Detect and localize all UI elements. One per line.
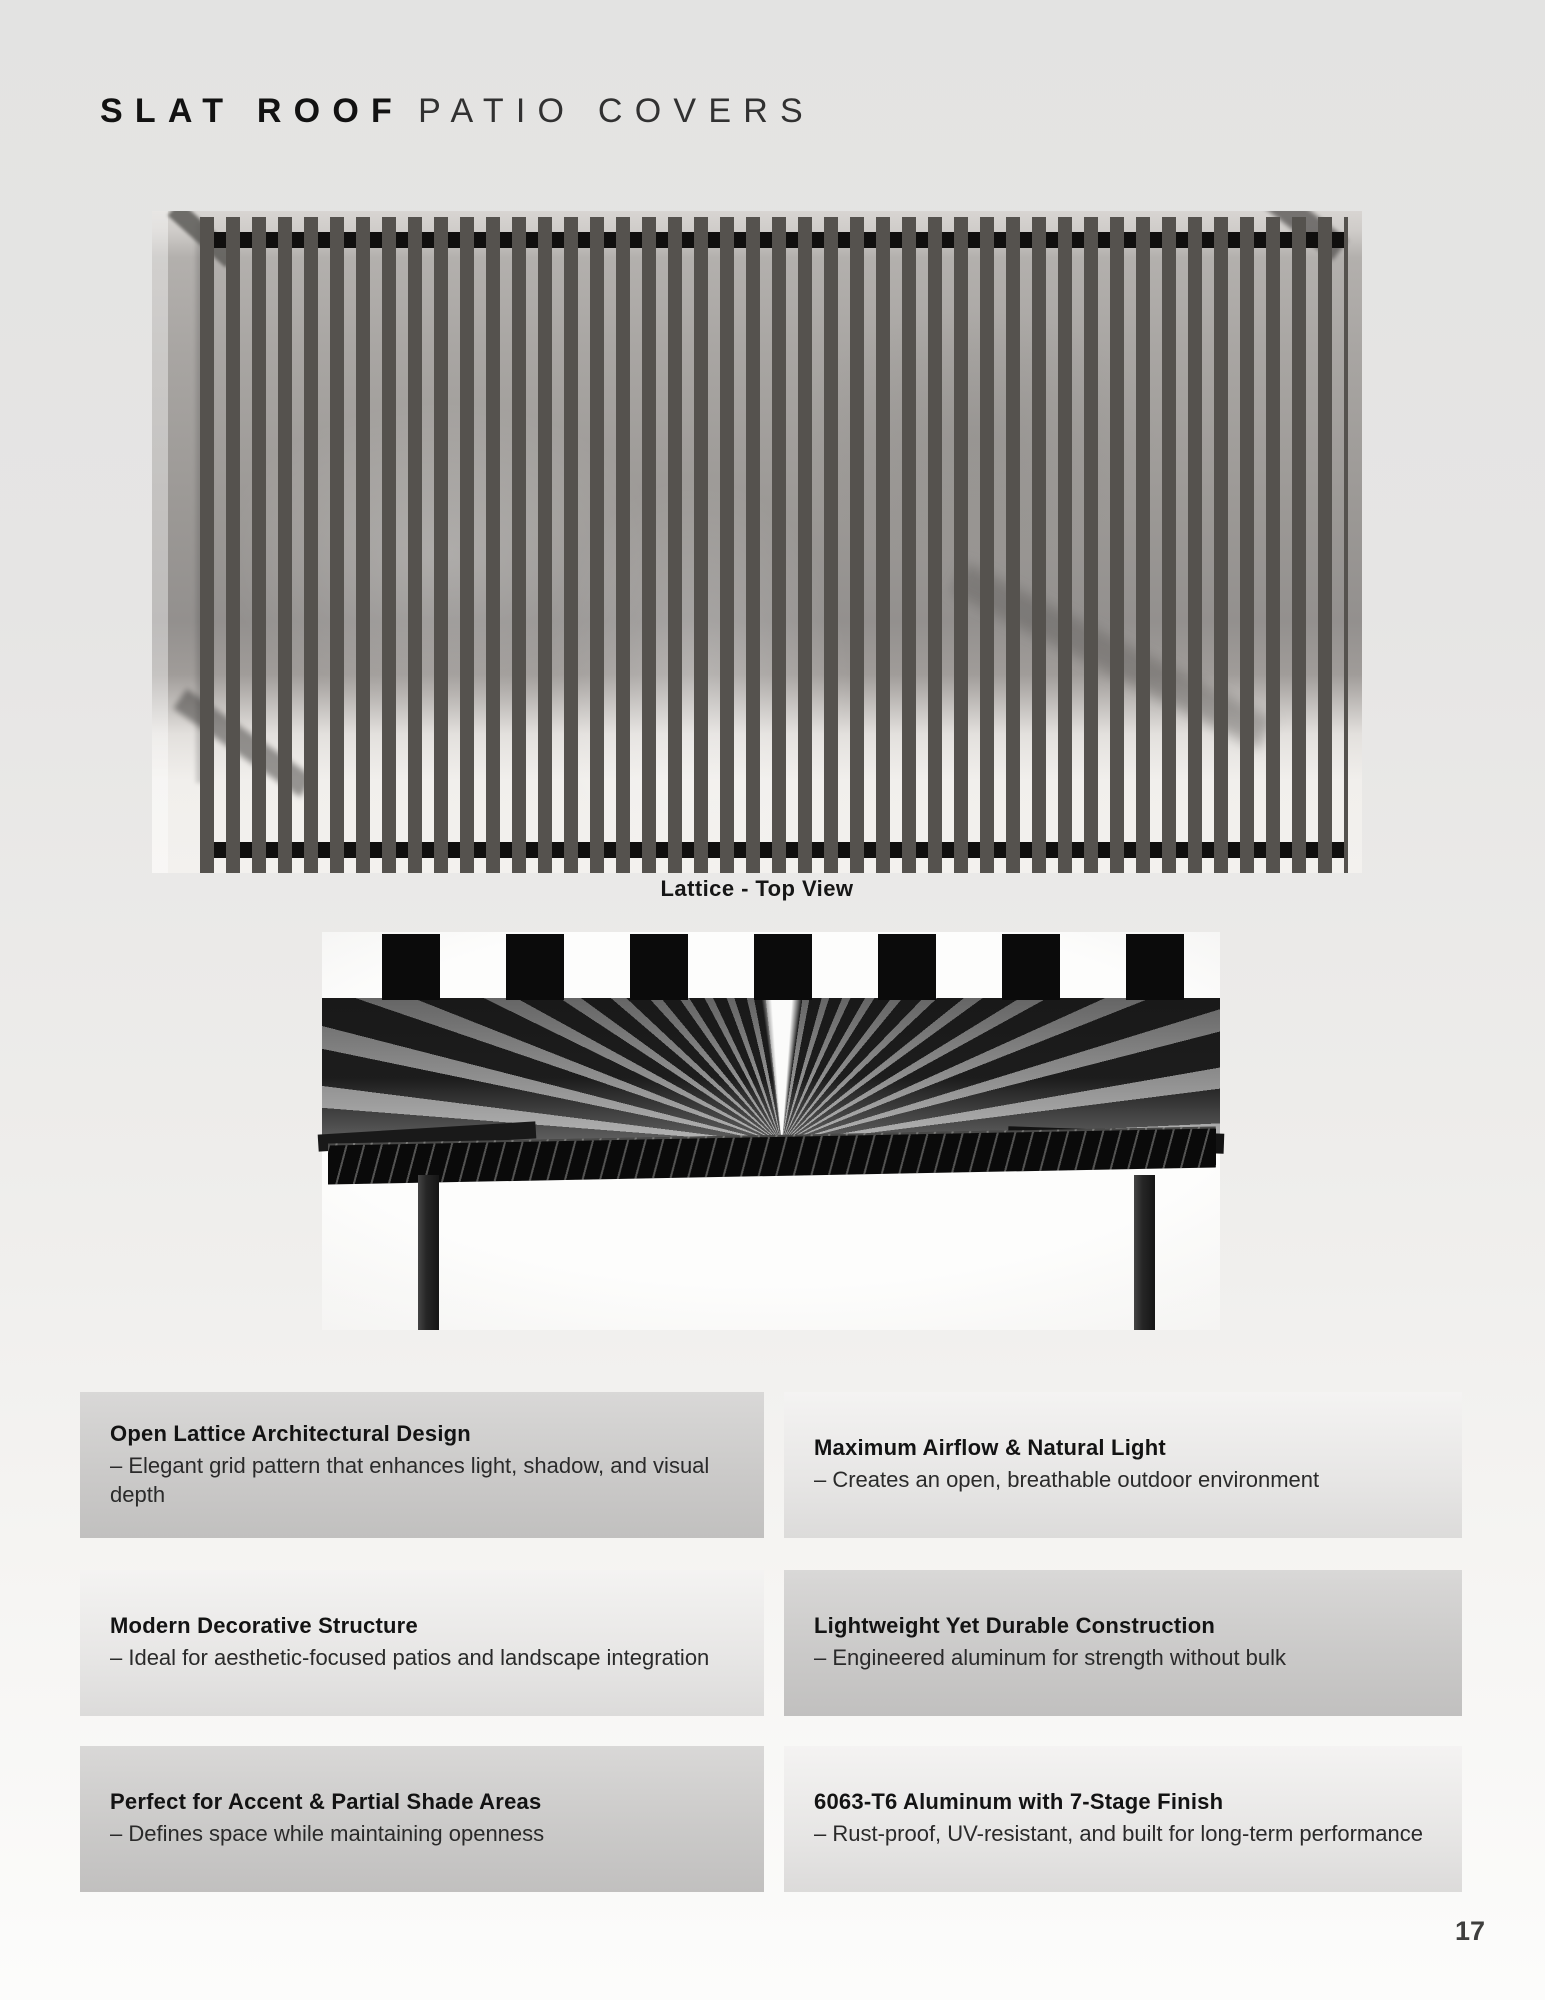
feature-title: 6063-T6 Aluminum with 7-Stage Finish (814, 1789, 1224, 1815)
left-post (418, 1175, 439, 1330)
feature-card (784, 1570, 1462, 1716)
roof-beam-fan (322, 998, 1220, 1144)
feature-title: Modern Decorative Structure (110, 1613, 418, 1639)
slat-ends-row (382, 934, 1184, 1000)
feature-card (80, 1392, 764, 1538)
slat-pattern (200, 217, 1348, 873)
feature-description: – Engineered aluminum for strength without bulk (814, 1645, 1287, 1671)
feature-card (80, 1570, 764, 1716)
page-number: 17 (1454, 1916, 1485, 1946)
feature-card (784, 1392, 1462, 1538)
right-post (1134, 1175, 1155, 1330)
feature-description: – Creates an open, breathable outdoor environment (814, 1467, 1320, 1493)
feature-title: Open Lattice Architectural Design (110, 1420, 471, 1446)
feature-description: – Defines space while maintaining openness (110, 1821, 545, 1847)
page-title-secondary: PATIO COVERS (418, 92, 815, 130)
feature-title: Lightweight Yet Durable Construction (814, 1613, 1216, 1639)
page-title (100, 92, 815, 131)
feature-card (80, 1746, 764, 1892)
feature-description: – Rust-proof, UV-resistant, and built for long-term performance (814, 1821, 1423, 1847)
feature-title: Maximum Airflow & Natural Light (814, 1435, 1166, 1461)
top-view-figure (152, 211, 1362, 873)
feature-description: – Elegant grid pattern that enhances light, shadow, and visual depth (110, 1452, 710, 1507)
feature-description: – Ideal for aesthetic-focused patios and landscape integration (110, 1645, 710, 1671)
feature-title: Perfect for Accent & Partial Shade Areas (110, 1789, 542, 1815)
front-view-figure (322, 932, 1220, 1330)
page-title-primary: SLAT ROOF (100, 92, 405, 130)
feature-card (784, 1746, 1462, 1892)
figure-caption: Lattice - Top View (660, 876, 854, 901)
